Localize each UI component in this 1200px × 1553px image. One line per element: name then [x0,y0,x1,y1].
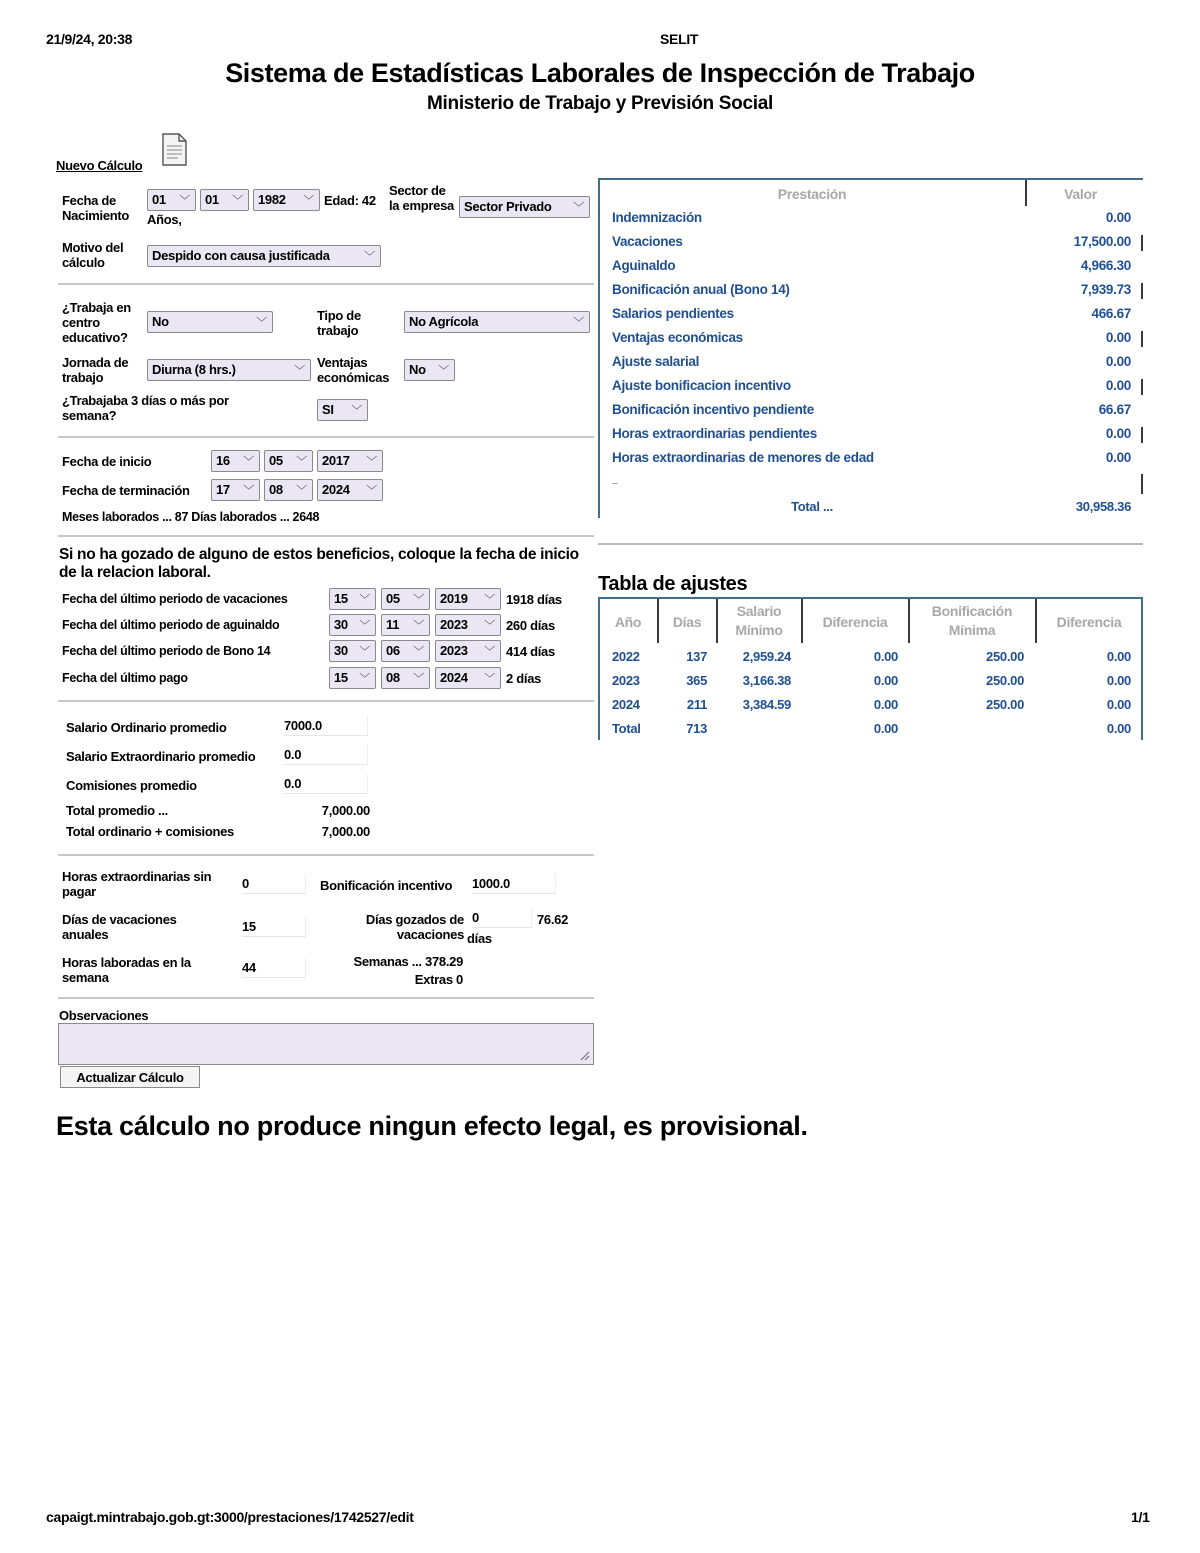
enjoyed-vacation-unit: días [467,931,492,946]
worktype-label: Tipo de trabajo [317,308,361,338]
total-ordinary-label: Total ordinario + comisiones [66,824,234,839]
worktype-value: No Agrícola [409,314,479,329]
chevron-down-icon: ﹀ [573,202,584,214]
prestacion-row [612,278,1131,302]
start-month-value: 05 [269,453,283,468]
footer-page: 1/1 [1131,1509,1150,1525]
birth-day-value: 01 [152,192,166,207]
ajustes-header: Salario Mínimo [735,603,783,638]
start-year-select[interactable] [317,450,383,472]
benefit-days: 2 días [506,671,542,686]
ajustes-cell: 365 [686,673,707,688]
chevron-down-icon: ﹀ [179,195,190,207]
prestacion-name: Salarios pendientes [612,306,734,321]
print-datetime: 21/9/24, 20:38 [46,31,133,47]
benefit-day-select[interactable] [329,640,376,662]
benefit-month-value: 06 [386,643,400,658]
prestaciones-total-label: Total ... [791,499,833,514]
divider [58,854,594,856]
chevron-down-icon: ﹀ [364,251,375,263]
sector-select[interactable] [459,196,590,218]
divider [58,535,594,537]
vacation-days-input[interactable]: 15 [242,917,306,937]
benefits-heading: Si no ha gozado de alguno de estos beneficios, coloque la fecha de inicio de la relacion laboral. [59,546,579,581]
ajustes-cell: 713 [686,721,707,736]
disclaimer: Esta cálculo no produce ningun efecto legal, es provisional. [56,1111,808,1141]
days3-select[interactable] [317,399,368,421]
ajustes-cell: 0.00 [873,721,898,736]
prestacion-name: Indemnización [612,210,702,225]
prestaciones-top-border [598,178,1143,180]
educ-value: No [152,314,169,329]
end-month-value: 08 [269,482,283,497]
divider [58,436,594,438]
header-separator [801,599,803,643]
ajustes-cell: 250.00 [986,673,1024,688]
prestacion-value: 17,500.00 [1073,234,1131,249]
chevron-down-icon: ﹀ [243,456,254,468]
end-day-select[interactable] [211,479,260,501]
chevron-down-icon: ﹀ [484,646,495,658]
prestacion-value: 66.67 [1098,402,1131,417]
row-separator [1141,427,1143,443]
weekly-hours-input[interactable]: 44 [242,958,306,978]
chevron-down-icon: ﹀ [366,485,377,497]
prestacion-name: Aguinaldo [612,258,676,273]
new-calc-link[interactable]: Nuevo Cálculo [56,158,143,173]
prestacion-row [612,446,1131,470]
chevron-down-icon: ﹀ [351,405,362,417]
advantages-select[interactable] [404,359,455,381]
benefit-date-label: Fecha del último periodo de Bono 14 [62,644,271,658]
valor-header: Valor [1064,186,1097,202]
advantages-value: No [409,362,426,377]
ajustes-cell: 250.00 [986,697,1024,712]
benefit-day-value: 15 [334,670,348,685]
birth-month-select[interactable] [200,189,249,211]
chevron-down-icon: ﹀ [366,456,377,468]
start-date-label: Fecha de inicio [62,454,152,469]
ajustes-top-border [598,597,1143,599]
benefit-month-value: 08 [386,670,400,685]
chevron-down-icon: ﹀ [413,594,424,606]
shift-value: Diurna (8 hrs.) [152,362,236,377]
chevron-down-icon: ﹀ [359,646,370,658]
chevron-down-icon: ﹀ [438,365,449,377]
benefit-year-value: 2023 [440,643,468,658]
page-subtitle: Ministerio de Trabajo y Previsión Social [427,93,773,114]
prestacion-value: 0.00 [1105,210,1131,225]
row-separator [1141,331,1143,347]
chevron-down-icon: ﹀ [573,317,584,329]
ajustes-header: Año [614,614,642,630]
start-day-value: 16 [216,453,230,468]
prestacion-row [612,398,1131,422]
footer-url: capaigt.mintrabajo.gob.gt:3000/prestaciones/1742527/edit [46,1509,414,1525]
total-average-value: 7,000.00 [321,803,370,818]
sector-value: Sector Privado [464,199,552,214]
ajustes-cell: 0.00 [873,649,898,664]
educ-label: ¿Trabaja en centro educativo? [62,300,131,345]
benefit-day-value: 15 [334,591,348,606]
enjoyed-vacation-input[interactable]: 0 [472,908,532,928]
row-separator [1141,283,1143,299]
chevron-down-icon: ﹀ [303,195,314,207]
benefit-month-select[interactable] [381,588,430,610]
resize-handle-icon[interactable] [580,1051,590,1061]
benefit-year-value: 2023 [440,617,468,632]
prestacion-name: Horas extraordinarias pendientes [612,426,817,441]
ajustes-title: Tabla de ajustes [598,573,748,595]
prestacion-value: 0.00 [1105,450,1131,465]
chevron-down-icon: ﹀ [359,594,370,606]
page-title: Sistema de Estadísticas Laborales de Inspección de Trabajo [225,58,975,88]
prestacion-name: Ventajas económicas [612,330,743,345]
chevron-down-icon: ﹀ [413,646,424,658]
ajustes-cell: 0.00 [873,697,898,712]
chevron-down-icon: ﹀ [359,620,370,632]
benefit-year-value: 2019 [440,591,468,606]
worked-summary: Meses laborados ... 87 Días laborados ... 2648 [62,510,320,524]
divider [58,997,594,999]
birth-date-label: Fecha de Nacimiento [62,193,130,223]
header-separator [1025,180,1027,206]
chevron-down-icon: ﹀ [484,673,495,685]
prestacion-row [612,374,1131,398]
educ-select[interactable] [147,311,273,333]
total-ordinary-value: 7,000.00 [321,824,370,839]
prestacion-row [612,422,1131,446]
chevron-down-icon: ﹀ [484,620,495,632]
prestacion-value: 7,939.73 [1080,282,1131,297]
vacation-days-label: Días de vacaciones anuales [62,912,177,942]
benefit-month-select[interactable] [381,614,430,636]
ajustes-cell: 211 [686,697,707,712]
benefit-date-label: Fecha del último pago [62,671,188,685]
row-separator [1141,474,1143,494]
weekly-hours-label: Horas laboradas en la semana [62,955,191,985]
chevron-down-icon: ﹀ [359,673,370,685]
prestacion-value: 0.00 [1105,426,1131,441]
observations-textarea[interactable] [58,1023,594,1065]
ajustes-header: Diferencia [1056,614,1122,630]
ajustes-cell: 2023 [612,673,640,688]
start-month-select[interactable] [264,450,313,472]
unpaid-hours-label: Horas extraordinarias sin pagar [62,869,212,899]
ordinary-salary-input[interactable]: 7000.0 [284,716,368,736]
enjoyed-vacation-extra: 76.62 [537,912,569,927]
end-month-select[interactable] [264,479,313,501]
end-day-value: 17 [216,482,230,497]
prestacion-row [612,350,1131,374]
birth-year-select[interactable] [253,189,320,211]
incentive-label: Bonificación incentivo [320,878,453,893]
total-separator [612,483,618,484]
prestacion-value: 466.67 [1091,306,1131,321]
motive-value: Despido con causa justificada [152,248,330,263]
benefit-day-value: 30 [334,643,348,658]
benefit-days: 1918 días [506,592,562,607]
advantages-label: Ventajas económicas [317,355,390,385]
weeks-text: Semanas ... 378.29 [353,954,463,969]
prestacion-header: Prestación [777,186,847,202]
prestacion-name: Vacaciones [612,234,683,249]
age-unit: Años, [147,212,182,227]
ajustes-header: Bonificación Mínima [931,603,1013,638]
sector-label: Sector de la empresa [389,183,454,213]
ajustes-cell: Total [612,721,641,736]
prestacion-name: Ajuste bonificacion incentivo [612,378,791,393]
incentive-input[interactable]: 1000.0 [472,874,556,894]
header-separator [908,599,910,643]
update-calc-button[interactable]: Actualizar Cálculo [60,1066,200,1088]
ajustes-cell: 2022 [612,649,640,664]
benefit-day-select[interactable] [329,588,376,610]
prestacion-name: Bonificación anual (Bono 14) [612,282,790,297]
ajustes-left-border [598,597,600,740]
header-separator [1035,599,1037,643]
ajustes-cell: 3,384.59 [742,697,791,712]
motive-select[interactable] [147,245,381,267]
end-date-label: Fecha de terminación [62,483,190,498]
prestacion-row [612,302,1131,326]
extras-text: Extras 0 [414,972,463,987]
ajustes-cell: 0.00 [873,673,898,688]
ordinary-salary-label: Salario Ordinario promedio [66,720,227,735]
prestacion-row [612,326,1131,350]
panel-divider [598,543,1143,545]
ajustes-cell: 137 [686,649,707,664]
birth-year-value: 1982 [258,192,286,207]
shift-label: Jornada de trabajo [62,355,129,385]
motive-label: Motivo del cálculo [62,240,124,270]
row-separator [1141,235,1143,251]
ajustes-right-border [1141,597,1143,740]
chevron-down-icon: ﹀ [243,485,254,497]
ajustes-cell: 2024 [612,697,640,712]
chevron-down-icon: ﹀ [294,365,305,377]
benefit-month-select[interactable] [381,640,430,662]
benefit-day-select[interactable] [329,667,376,689]
prestacion-name: Horas extraordinarias de menores de edad [612,450,874,465]
benefit-date-label: Fecha del último periodo de vacaciones [62,592,288,606]
benefit-days: 414 días [506,644,555,659]
row-separator [1141,379,1143,395]
days3-label: ¿Trabajaba 3 días o más por semana? [62,393,229,423]
benefit-year-value: 2024 [440,670,468,685]
days3-value: SI [322,402,334,417]
prestacion-value: 0.00 [1105,354,1131,369]
birth-day-select[interactable] [147,189,196,211]
end-year-value: 2024 [322,482,350,497]
divider [58,283,594,285]
total-average-label: Total promedio ... [66,803,168,818]
prestaciones-left-border [598,178,600,518]
benefit-year-select[interactable] [435,667,501,689]
chevron-down-icon: ﹀ [296,456,307,468]
prestacion-name: Bonificación incentivo pendiente [612,402,814,417]
chevron-down-icon: ﹀ [232,195,243,207]
benefit-day-value: 30 [334,617,348,632]
benefit-year-select[interactable] [435,614,501,636]
extra-salary-input[interactable]: 0.0 [284,745,368,765]
header-separator [657,599,659,643]
prestacion-name: Ajuste salarial [612,354,700,369]
divider [58,700,594,702]
benefit-year-select[interactable] [435,640,501,662]
start-day-select[interactable] [211,450,260,472]
shift-select[interactable] [147,359,311,381]
chevron-down-icon: ﹀ [484,594,495,606]
ajustes-cell: 2,959.24 [742,649,791,664]
prestaciones-total-value: 30,958.36 [1075,499,1131,514]
benefit-day-select[interactable] [329,614,376,636]
observations-label: Observaciones [59,1008,149,1023]
benefit-month-value: 11 [386,617,400,632]
ajustes-cell: 0.00 [1106,697,1131,712]
ajustes-cell: 0.00 [1106,673,1131,688]
birth-month-value: 01 [205,192,219,207]
ajustes-cell: 3,166.38 [742,673,791,688]
ajustes-header: Días [672,614,702,630]
prestacion-row [612,230,1131,254]
benefit-days: 260 días [506,618,555,633]
extra-salary-label: Salario Extraordinario promedio [66,749,256,764]
start-year-value: 2017 [322,453,350,468]
end-year-select[interactable] [317,479,383,501]
benefit-month-select[interactable] [381,667,430,689]
age-text: Edad: 42 [324,193,376,208]
chevron-down-icon: ﹀ [413,620,424,632]
ajustes-cell: 0.00 [1106,721,1131,736]
worktype-select[interactable] [404,311,590,333]
benefit-date-label: Fecha del último periodo de aguinaldo [62,618,280,632]
print-page-title: SELIT [660,31,699,47]
header-separator [716,599,718,643]
ajustes-cell: 250.00 [986,649,1024,664]
unpaid-hours-input[interactable]: 0 [242,874,306,894]
prestacion-row [612,206,1131,230]
ajustes-cell: 0.00 [1106,649,1131,664]
prestacion-value: 4,966.30 [1080,258,1131,273]
chevron-down-icon: ﹀ [296,485,307,497]
commissions-label: Comisiones promedio [66,778,197,793]
enjoyed-vacation-label: Días gozados de vacaciones [365,912,464,942]
benefit-year-select[interactable] [435,588,501,610]
commissions-input[interactable]: 0.0 [284,774,368,794]
chevron-down-icon: ﹀ [256,317,267,329]
chevron-down-icon: ﹀ [413,673,424,685]
document-icon[interactable] [159,132,189,168]
prestacion-value: 0.00 [1105,378,1131,393]
benefit-month-value: 05 [386,591,400,606]
prestacion-row [612,254,1131,278]
prestacion-value: 0.00 [1105,330,1131,345]
ajustes-header: Diferencia [822,614,888,630]
